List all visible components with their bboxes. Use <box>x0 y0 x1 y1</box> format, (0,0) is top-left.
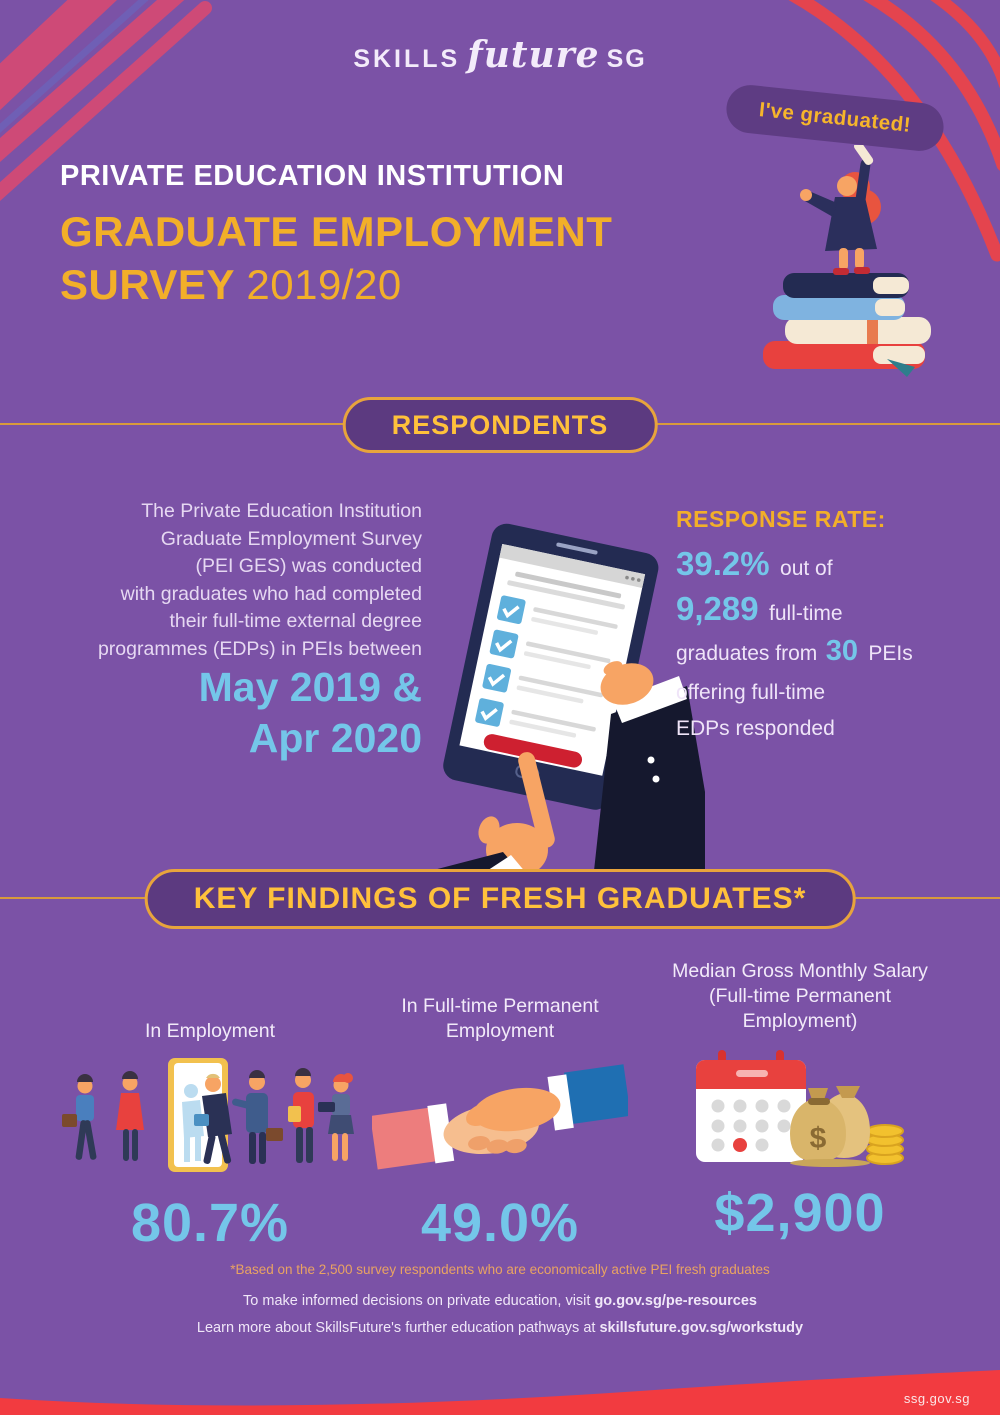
logo-skills-text: SKILLS <box>353 45 461 73</box>
page-title <box>60 160 700 311</box>
pei-count-value: 30 <box>825 635 858 667</box>
finding-column-median-salary <box>650 952 950 1244</box>
workstudy-url: skillsfuture.gov.sg/workstudy <box>599 1320 804 1336</box>
response-rate-line <box>676 545 976 583</box>
key-findings-section-title: KEY FINDINGS OF FRESH GRADUATES* <box>193 882 807 915</box>
finding-label: Median Gross Monthly Salary (Full-time Permanent Employment) <box>672 960 928 1032</box>
response-rate-text: out of <box>780 557 833 580</box>
ssg-site-url: ssg.gov.sg <box>903 1391 970 1406</box>
title-year-text: 2019/20 <box>246 261 402 308</box>
intro-line: their full-time external degree <box>169 610 422 632</box>
intro-line: Graduate Employment Survey <box>160 527 422 550</box>
response-rate-block <box>676 506 976 747</box>
response-rate-line <box>676 590 976 628</box>
graduate-on-books-illustration <box>755 145 950 380</box>
footer-link-line-1 <box>0 1293 1000 1309</box>
fulltime-permanent-rate-value: 49.0% <box>420 1193 580 1253</box>
people-walking-through-door-illustration <box>60 1056 360 1178</box>
key-findings-section-pill <box>145 869 856 929</box>
findings-footnote: *Based on the 2,500 survey respondents who are economically active PEI fresh graduates <box>230 1262 770 1277</box>
title-line-3 <box>60 258 700 311</box>
survey-period-line-2: Apr 2020 <box>248 715 422 761</box>
hand-tablet-survey-illustration <box>375 508 705 880</box>
pe-resources-url: go.gov.sg/pe-resources <box>594 1293 757 1309</box>
survey-intro-paragraph <box>30 498 422 663</box>
intro-line: (PEI GES) was conducted <box>195 555 422 577</box>
handshake-illustration <box>372 1060 628 1178</box>
title-line-2: GRADUATE EMPLOYMENT <box>60 208 613 255</box>
finding-column-employment <box>55 962 365 1254</box>
svg-text:$: $ <box>809 1122 827 1155</box>
response-rate-text: EDPs responded <box>676 717 835 740</box>
ive-graduated-badge-text: I've graduated! <box>758 98 913 137</box>
skillsfuture-sg-logo <box>0 34 1000 76</box>
footer-text: To make informed decisions on private education, visit <box>243 1293 595 1309</box>
finding-label: In Full-time Permanent Employment <box>401 995 599 1042</box>
logo-sg-text: SG <box>606 45 647 73</box>
finding-label: In Employment <box>144 1020 276 1042</box>
survey-period <box>30 662 422 764</box>
median-salary-value: $2,900 <box>714 1183 886 1243</box>
title-line-1: PRIVATE EDUCATION INSTITUTION <box>60 160 565 192</box>
respondents-section-title: RESPONDENTS <box>391 409 609 440</box>
footer-text: Learn more about SkillsFuture's further education pathways at <box>196 1320 600 1336</box>
intro-line: programmes (EDPs) in PEIs between <box>97 637 422 660</box>
employment-rate-value: 80.7% <box>130 1193 290 1253</box>
response-rate-value: 39.2% <box>676 545 770 582</box>
response-rate-text: PEIs <box>868 642 913 665</box>
logo-future-text: future <box>467 34 600 76</box>
response-rate-text: offering full-time <box>676 681 826 704</box>
finding-column-fulltime-permanent <box>360 962 640 1254</box>
response-rate-text: full-time <box>769 602 843 625</box>
title-survey-text: SURVEY <box>60 261 235 308</box>
response-rate-line <box>676 635 976 668</box>
response-rate-text: graduates from <box>676 642 818 665</box>
graduates-total-value: 9,289 <box>676 590 759 627</box>
calendar-money-bags-illustration <box>680 1046 920 1168</box>
intro-line: The Private Education Institution <box>141 500 422 522</box>
response-rate-label: RESPONSE RATE: <box>676 506 886 532</box>
intro-line: with graduates who had completed <box>120 582 422 605</box>
footer-link-line-2 <box>0 1320 1000 1336</box>
survey-period-line-1: May 2019 & <box>198 664 422 710</box>
red-wave-band <box>0 1353 1000 1415</box>
respondents-section-pill <box>343 397 658 453</box>
